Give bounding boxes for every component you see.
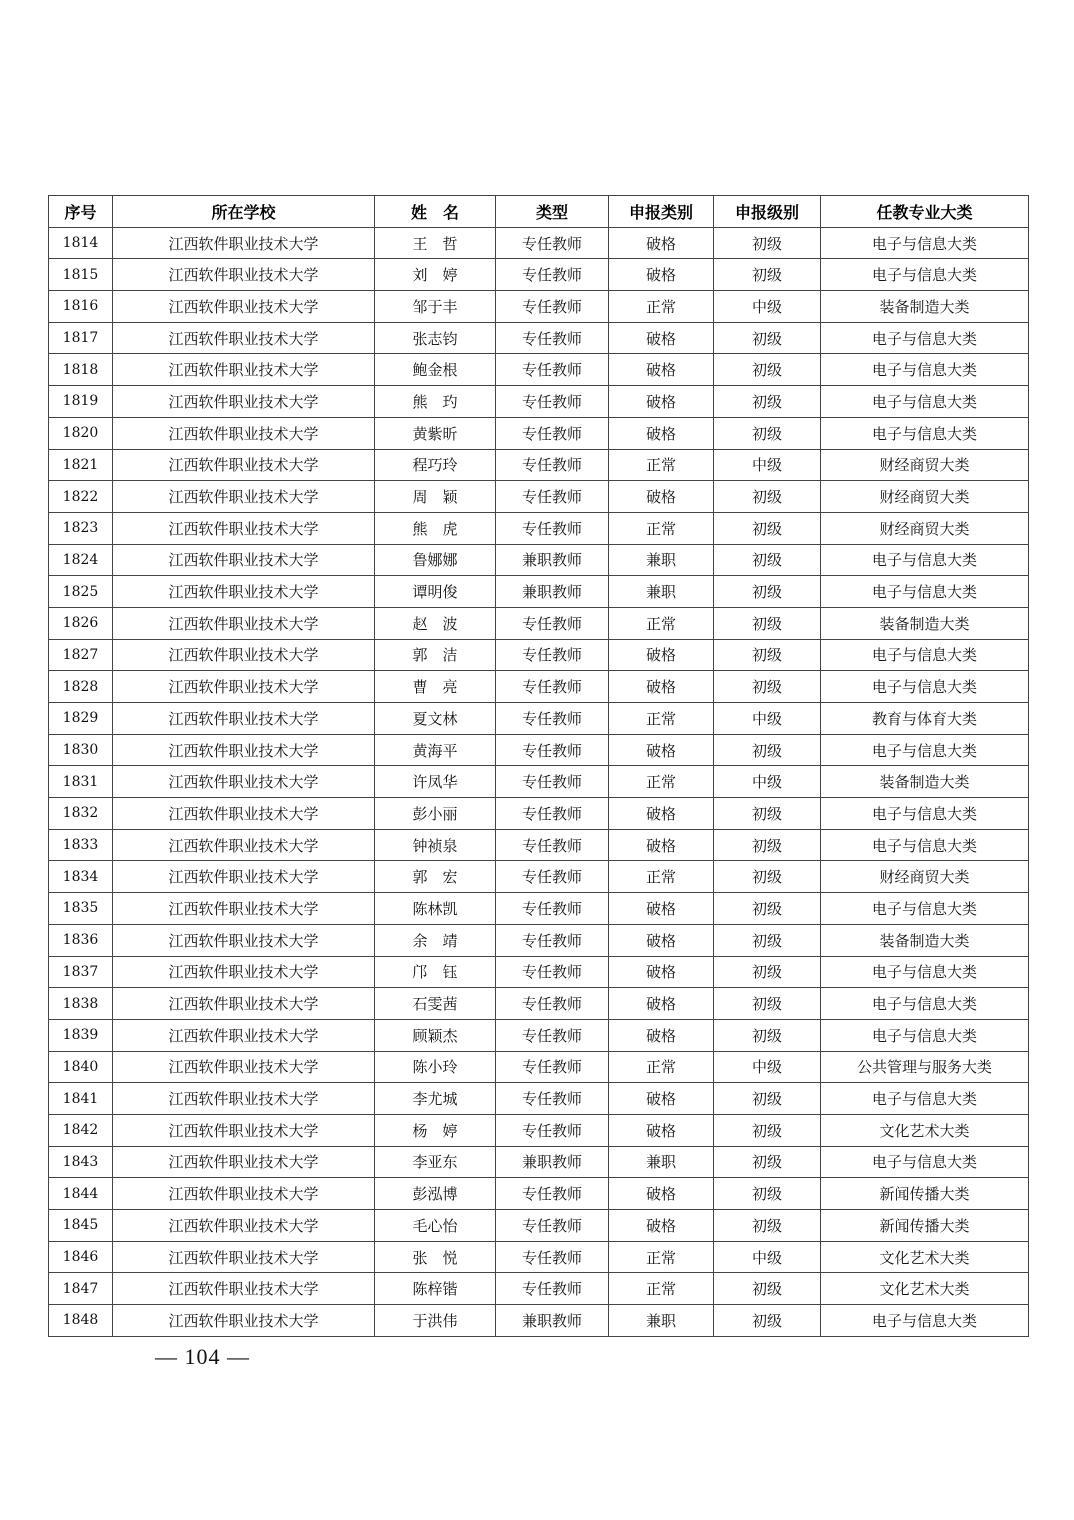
cell-school: 江西软件职业技术大学	[113, 766, 375, 798]
cell-type: 专任教师	[496, 829, 609, 861]
cell-application-level: 初级	[714, 988, 821, 1020]
cell-name: 熊 玓	[375, 386, 496, 418]
cell-type: 专任教师	[496, 417, 609, 449]
cell-application-category: 破格	[609, 1114, 714, 1146]
cell-name: 鲁娜娜	[375, 544, 496, 576]
cell-school: 江西软件职业技术大学	[113, 924, 375, 956]
cell-school: 江西软件职业技术大学	[113, 1305, 375, 1337]
cell-teaching-major: 电子与信息大类	[821, 639, 1029, 671]
cell-type: 专任教师	[496, 386, 609, 418]
cell-teaching-major: 电子与信息大类	[821, 1305, 1029, 1337]
header-application-level: 申报级别	[714, 196, 821, 228]
cell-name: 刘 婷	[375, 259, 496, 291]
cell-school: 江西软件职业技术大学	[113, 227, 375, 259]
cell-serial-no: 1822	[49, 481, 113, 513]
cell-school: 江西软件职业技术大学	[113, 1273, 375, 1305]
cell-application-category: 破格	[609, 227, 714, 259]
cell-serial-no: 1840	[49, 1051, 113, 1083]
cell-serial-no: 1826	[49, 607, 113, 639]
table-row	[49, 1051, 1029, 1083]
cell-application-category: 破格	[609, 1019, 714, 1051]
cell-application-level: 初级	[714, 798, 821, 830]
cell-name: 许凤华	[375, 766, 496, 798]
cell-type: 专任教师	[496, 1051, 609, 1083]
cell-school: 江西软件职业技术大学	[113, 734, 375, 766]
cell-application-level: 初级	[714, 322, 821, 354]
cell-serial-no: 1814	[49, 227, 113, 259]
cell-name: 李尤城	[375, 1083, 496, 1115]
cell-school: 江西软件职业技术大学	[113, 1178, 375, 1210]
table-row	[49, 861, 1029, 893]
cell-name: 郭 宏	[375, 861, 496, 893]
cell-school: 江西软件职业技术大学	[113, 1051, 375, 1083]
cell-name: 彭泓博	[375, 1178, 496, 1210]
table-row	[49, 956, 1029, 988]
table-row	[49, 734, 1029, 766]
table-row	[49, 481, 1029, 513]
table-row	[49, 322, 1029, 354]
cell-teaching-major: 新闻传播大类	[821, 1210, 1029, 1242]
cell-teaching-major: 装备制造大类	[821, 291, 1029, 323]
cell-serial-no: 1832	[49, 798, 113, 830]
cell-serial-no: 1836	[49, 924, 113, 956]
cell-name: 王 哲	[375, 227, 496, 259]
cell-application-level: 初级	[714, 1178, 821, 1210]
cell-school: 江西软件职业技术大学	[113, 1019, 375, 1051]
cell-teaching-major: 电子与信息大类	[821, 734, 1029, 766]
cell-school: 江西软件职业技术大学	[113, 671, 375, 703]
cell-application-level: 中级	[714, 1051, 821, 1083]
cell-teaching-major: 装备制造大类	[821, 766, 1029, 798]
page-number: — 104 —	[155, 1344, 250, 1369]
cell-serial-no: 1842	[49, 1114, 113, 1146]
cell-name: 黄紫昕	[375, 417, 496, 449]
cell-teaching-major: 装备制造大类	[821, 607, 1029, 639]
cell-application-level: 初级	[714, 734, 821, 766]
cell-type: 专任教师	[496, 766, 609, 798]
cell-name: 张 悦	[375, 1241, 496, 1273]
cell-application-category: 破格	[609, 956, 714, 988]
cell-teaching-major: 电子与信息大类	[821, 386, 1029, 418]
header-serial-no: 序号	[49, 196, 113, 228]
cell-serial-no: 1844	[49, 1178, 113, 1210]
cell-school: 江西软件职业技术大学	[113, 544, 375, 576]
cell-type: 专任教师	[496, 322, 609, 354]
cell-application-level: 初级	[714, 1273, 821, 1305]
cell-type: 专任教师	[496, 798, 609, 830]
cell-serial-no: 1824	[49, 544, 113, 576]
table-row	[49, 924, 1029, 956]
cell-application-level: 初级	[714, 1210, 821, 1242]
cell-teaching-major: 电子与信息大类	[821, 322, 1029, 354]
cell-application-level: 初级	[714, 544, 821, 576]
table-row	[49, 544, 1029, 576]
table-row	[49, 354, 1029, 386]
cell-type: 专任教师	[496, 956, 609, 988]
cell-serial-no: 1839	[49, 1019, 113, 1051]
cell-type: 专任教师	[496, 1210, 609, 1242]
cell-application-category: 破格	[609, 734, 714, 766]
cell-application-level: 初级	[714, 1305, 821, 1337]
cell-serial-no: 1847	[49, 1273, 113, 1305]
table-row	[49, 576, 1029, 608]
cell-name: 曹 亮	[375, 671, 496, 703]
cell-school: 江西软件职业技术大学	[113, 1146, 375, 1178]
cell-application-category: 破格	[609, 893, 714, 925]
cell-type: 专任教师	[496, 354, 609, 386]
cell-type: 专任教师	[496, 1083, 609, 1115]
cell-school: 江西软件职业技术大学	[113, 322, 375, 354]
cell-application-category: 破格	[609, 1178, 714, 1210]
table-row	[49, 671, 1029, 703]
cell-school: 江西软件职业技术大学	[113, 893, 375, 925]
table-row	[49, 259, 1029, 291]
applicant-table	[48, 195, 1029, 1337]
cell-type: 兼职教师	[496, 544, 609, 576]
cell-serial-no: 1817	[49, 322, 113, 354]
cell-application-category: 破格	[609, 1083, 714, 1115]
cell-name: 周 颖	[375, 481, 496, 513]
cell-type: 专任教师	[496, 671, 609, 703]
cell-name: 于洪伟	[375, 1305, 496, 1337]
cell-teaching-major: 电子与信息大类	[821, 1083, 1029, 1115]
cell-type: 专任教师	[496, 893, 609, 925]
table-row	[49, 1083, 1029, 1115]
cell-application-category: 正常	[609, 1241, 714, 1273]
cell-teaching-major: 电子与信息大类	[821, 354, 1029, 386]
cell-type: 专任教师	[496, 734, 609, 766]
cell-application-category: 破格	[609, 354, 714, 386]
cell-serial-no: 1821	[49, 449, 113, 481]
header-name: 姓 名	[375, 196, 496, 228]
cell-serial-no: 1818	[49, 354, 113, 386]
cell-school: 江西软件职业技术大学	[113, 576, 375, 608]
cell-serial-no: 1828	[49, 671, 113, 703]
cell-application-category: 破格	[609, 988, 714, 1020]
cell-name: 熊 虎	[375, 512, 496, 544]
cell-name: 郭 洁	[375, 639, 496, 671]
cell-teaching-major: 新闻传播大类	[821, 1178, 1029, 1210]
cell-serial-no: 1841	[49, 1083, 113, 1115]
cell-application-category: 正常	[609, 1273, 714, 1305]
cell-type: 专任教师	[496, 449, 609, 481]
cell-type: 专任教师	[496, 639, 609, 671]
cell-school: 江西软件职业技术大学	[113, 639, 375, 671]
cell-name: 邝 钰	[375, 956, 496, 988]
cell-application-level: 中级	[714, 703, 821, 735]
table-row	[49, 1273, 1029, 1305]
cell-application-level: 初级	[714, 417, 821, 449]
cell-type: 专任教师	[496, 1019, 609, 1051]
cell-application-category: 破格	[609, 671, 714, 703]
cell-type: 专任教师	[496, 512, 609, 544]
cell-school: 江西软件职业技术大学	[113, 703, 375, 735]
header-school: 所在学校	[113, 196, 375, 228]
cell-application-category: 正常	[609, 449, 714, 481]
table-row	[49, 829, 1029, 861]
cell-school: 江西软件职业技术大学	[113, 861, 375, 893]
cell-application-level: 初级	[714, 893, 821, 925]
cell-application-category: 破格	[609, 481, 714, 513]
cell-teaching-major: 文化艺术大类	[821, 1241, 1029, 1273]
table-row	[49, 1114, 1029, 1146]
cell-application-level: 中级	[714, 766, 821, 798]
table-row	[49, 1210, 1029, 1242]
cell-teaching-major: 电子与信息大类	[821, 417, 1029, 449]
cell-type: 专任教师	[496, 291, 609, 323]
cell-application-level: 初级	[714, 639, 821, 671]
cell-teaching-major: 财经商贸大类	[821, 481, 1029, 513]
cell-application-category: 兼职	[609, 544, 714, 576]
cell-serial-no: 1831	[49, 766, 113, 798]
cell-serial-no: 1819	[49, 386, 113, 418]
cell-teaching-major: 装备制造大类	[821, 924, 1029, 956]
cell-serial-no: 1846	[49, 1241, 113, 1273]
cell-application-level: 初级	[714, 481, 821, 513]
cell-name: 夏文林	[375, 703, 496, 735]
table-row	[49, 512, 1029, 544]
cell-teaching-major: 文化艺术大类	[821, 1273, 1029, 1305]
cell-school: 江西软件职业技术大学	[113, 449, 375, 481]
cell-application-level: 初级	[714, 512, 821, 544]
cell-application-category: 破格	[609, 417, 714, 449]
table-row	[49, 988, 1029, 1020]
cell-name: 毛心怡	[375, 1210, 496, 1242]
cell-application-category: 正常	[609, 861, 714, 893]
cell-application-level: 初级	[714, 671, 821, 703]
cell-school: 江西软件职业技术大学	[113, 417, 375, 449]
cell-application-level: 中级	[714, 291, 821, 323]
cell-application-category: 破格	[609, 924, 714, 956]
cell-name: 李亚东	[375, 1146, 496, 1178]
cell-type: 兼职教师	[496, 1305, 609, 1337]
table-row	[49, 893, 1029, 925]
cell-application-category: 正常	[609, 291, 714, 323]
cell-name: 鲍金根	[375, 354, 496, 386]
cell-application-category: 兼职	[609, 1305, 714, 1337]
header-application-category: 申报类别	[609, 196, 714, 228]
cell-teaching-major: 电子与信息大类	[821, 1146, 1029, 1178]
table-row	[49, 1241, 1029, 1273]
cell-name: 赵 波	[375, 607, 496, 639]
cell-serial-no: 1825	[49, 576, 113, 608]
cell-name: 陈梓锴	[375, 1273, 496, 1305]
cell-teaching-major: 电子与信息大类	[821, 1019, 1029, 1051]
cell-application-level: 初级	[714, 354, 821, 386]
cell-name: 陈小玲	[375, 1051, 496, 1083]
cell-application-category: 破格	[609, 1210, 714, 1242]
cell-serial-no: 1848	[49, 1305, 113, 1337]
cell-application-category: 正常	[609, 512, 714, 544]
cell-teaching-major: 教育与体育大类	[821, 703, 1029, 735]
cell-teaching-major: 电子与信息大类	[821, 544, 1029, 576]
header-teaching-major: 任教专业大类	[821, 196, 1029, 228]
cell-school: 江西软件职业技术大学	[113, 354, 375, 386]
cell-teaching-major: 电子与信息大类	[821, 893, 1029, 925]
table-row	[49, 639, 1029, 671]
cell-serial-no: 1830	[49, 734, 113, 766]
cell-serial-no: 1837	[49, 956, 113, 988]
cell-teaching-major: 财经商贸大类	[821, 449, 1029, 481]
cell-application-category: 兼职	[609, 1146, 714, 1178]
cell-teaching-major: 电子与信息大类	[821, 798, 1029, 830]
cell-school: 江西软件职业技术大学	[113, 481, 375, 513]
cell-school: 江西软件职业技术大学	[113, 607, 375, 639]
cell-name: 谭明俊	[375, 576, 496, 608]
cell-serial-no: 1843	[49, 1146, 113, 1178]
cell-application-category: 兼职	[609, 576, 714, 608]
cell-type: 专任教师	[496, 861, 609, 893]
cell-school: 江西软件职业技术大学	[113, 512, 375, 544]
cell-application-level: 初级	[714, 829, 821, 861]
cell-serial-no: 1834	[49, 861, 113, 893]
table-row	[49, 386, 1029, 418]
cell-teaching-major: 财经商贸大类	[821, 512, 1029, 544]
cell-application-category: 破格	[609, 386, 714, 418]
cell-application-level: 中级	[714, 1241, 821, 1273]
cell-teaching-major: 电子与信息大类	[821, 576, 1029, 608]
cell-teaching-major: 公共管理与服务大类	[821, 1051, 1029, 1083]
cell-type: 专任教师	[496, 924, 609, 956]
cell-school: 江西软件职业技术大学	[113, 259, 375, 291]
cell-application-level: 初级	[714, 576, 821, 608]
cell-school: 江西软件职业技术大学	[113, 1241, 375, 1273]
cell-application-category: 破格	[609, 259, 714, 291]
cell-teaching-major: 电子与信息大类	[821, 988, 1029, 1020]
cell-school: 江西软件职业技术大学	[113, 829, 375, 861]
cell-serial-no: 1820	[49, 417, 113, 449]
table-header-row	[49, 196, 1029, 228]
table-row	[49, 607, 1029, 639]
cell-type: 专任教师	[496, 259, 609, 291]
cell-application-category: 正常	[609, 607, 714, 639]
cell-application-category: 破格	[609, 639, 714, 671]
cell-application-category: 破格	[609, 798, 714, 830]
cell-school: 江西软件职业技术大学	[113, 798, 375, 830]
cell-application-level: 初级	[714, 956, 821, 988]
cell-application-level: 初级	[714, 607, 821, 639]
table-row	[49, 1305, 1029, 1337]
cell-application-level: 初级	[714, 386, 821, 418]
cell-type: 专任教师	[496, 988, 609, 1020]
table-row	[49, 1019, 1029, 1051]
cell-application-level: 中级	[714, 449, 821, 481]
cell-serial-no: 1845	[49, 1210, 113, 1242]
cell-name: 彭小丽	[375, 798, 496, 830]
cell-application-level: 初级	[714, 1146, 821, 1178]
cell-name: 钟祯泉	[375, 829, 496, 861]
cell-type: 专任教师	[496, 227, 609, 259]
cell-name: 杨 婷	[375, 1114, 496, 1146]
cell-teaching-major: 电子与信息大类	[821, 259, 1029, 291]
cell-serial-no: 1815	[49, 259, 113, 291]
cell-type: 兼职教师	[496, 576, 609, 608]
table-row	[49, 417, 1029, 449]
header-type: 类型	[496, 196, 609, 228]
table-row	[49, 798, 1029, 830]
cell-school: 江西软件职业技术大学	[113, 1114, 375, 1146]
cell-type: 专任教师	[496, 1273, 609, 1305]
cell-name: 陈林凯	[375, 893, 496, 925]
cell-application-category: 正常	[609, 766, 714, 798]
cell-serial-no: 1833	[49, 829, 113, 861]
cell-name: 程巧玲	[375, 449, 496, 481]
table-body	[49, 227, 1029, 1336]
cell-school: 江西软件职业技术大学	[113, 386, 375, 418]
cell-type: 专任教师	[496, 607, 609, 639]
cell-serial-no: 1835	[49, 893, 113, 925]
cell-name: 顾颖杰	[375, 1019, 496, 1051]
cell-teaching-major: 文化艺术大类	[821, 1114, 1029, 1146]
cell-school: 江西软件职业技术大学	[113, 291, 375, 323]
table-row	[49, 703, 1029, 735]
cell-type: 兼职教师	[496, 1146, 609, 1178]
cell-application-level: 初级	[714, 227, 821, 259]
cell-application-category: 正常	[609, 703, 714, 735]
cell-type: 专任教师	[496, 703, 609, 735]
cell-teaching-major: 电子与信息大类	[821, 671, 1029, 703]
cell-serial-no: 1827	[49, 639, 113, 671]
table-row	[49, 227, 1029, 259]
cell-teaching-major: 电子与信息大类	[821, 956, 1029, 988]
cell-serial-no: 1816	[49, 291, 113, 323]
cell-type: 专任教师	[496, 481, 609, 513]
cell-application-category: 破格	[609, 322, 714, 354]
cell-type: 专任教师	[496, 1114, 609, 1146]
cell-school: 江西软件职业技术大学	[113, 988, 375, 1020]
cell-application-level: 初级	[714, 1114, 821, 1146]
cell-name: 邹于丰	[375, 291, 496, 323]
table-row	[49, 449, 1029, 481]
cell-school: 江西软件职业技术大学	[113, 1210, 375, 1242]
cell-application-level: 初级	[714, 861, 821, 893]
cell-serial-no: 1823	[49, 512, 113, 544]
cell-name: 石雯茜	[375, 988, 496, 1020]
cell-school: 江西软件职业技术大学	[113, 956, 375, 988]
table-row	[49, 1146, 1029, 1178]
cell-type: 专任教师	[496, 1178, 609, 1210]
cell-application-level: 初级	[714, 259, 821, 291]
table-row	[49, 291, 1029, 323]
cell-serial-no: 1838	[49, 988, 113, 1020]
cell-name: 余 靖	[375, 924, 496, 956]
cell-teaching-major: 电子与信息大类	[821, 829, 1029, 861]
table-row	[49, 1178, 1029, 1210]
cell-name: 张志钧	[375, 322, 496, 354]
cell-teaching-major: 财经商贸大类	[821, 861, 1029, 893]
cell-application-category: 破格	[609, 829, 714, 861]
cell-application-category: 正常	[609, 1051, 714, 1083]
cell-application-level: 初级	[714, 924, 821, 956]
cell-application-level: 初级	[714, 1083, 821, 1115]
cell-application-level: 初级	[714, 1019, 821, 1051]
cell-teaching-major: 电子与信息大类	[821, 227, 1029, 259]
table-row	[49, 766, 1029, 798]
cell-serial-no: 1829	[49, 703, 113, 735]
cell-type: 专任教师	[496, 1241, 609, 1273]
cell-school: 江西软件职业技术大学	[113, 1083, 375, 1115]
cell-name: 黄海平	[375, 734, 496, 766]
